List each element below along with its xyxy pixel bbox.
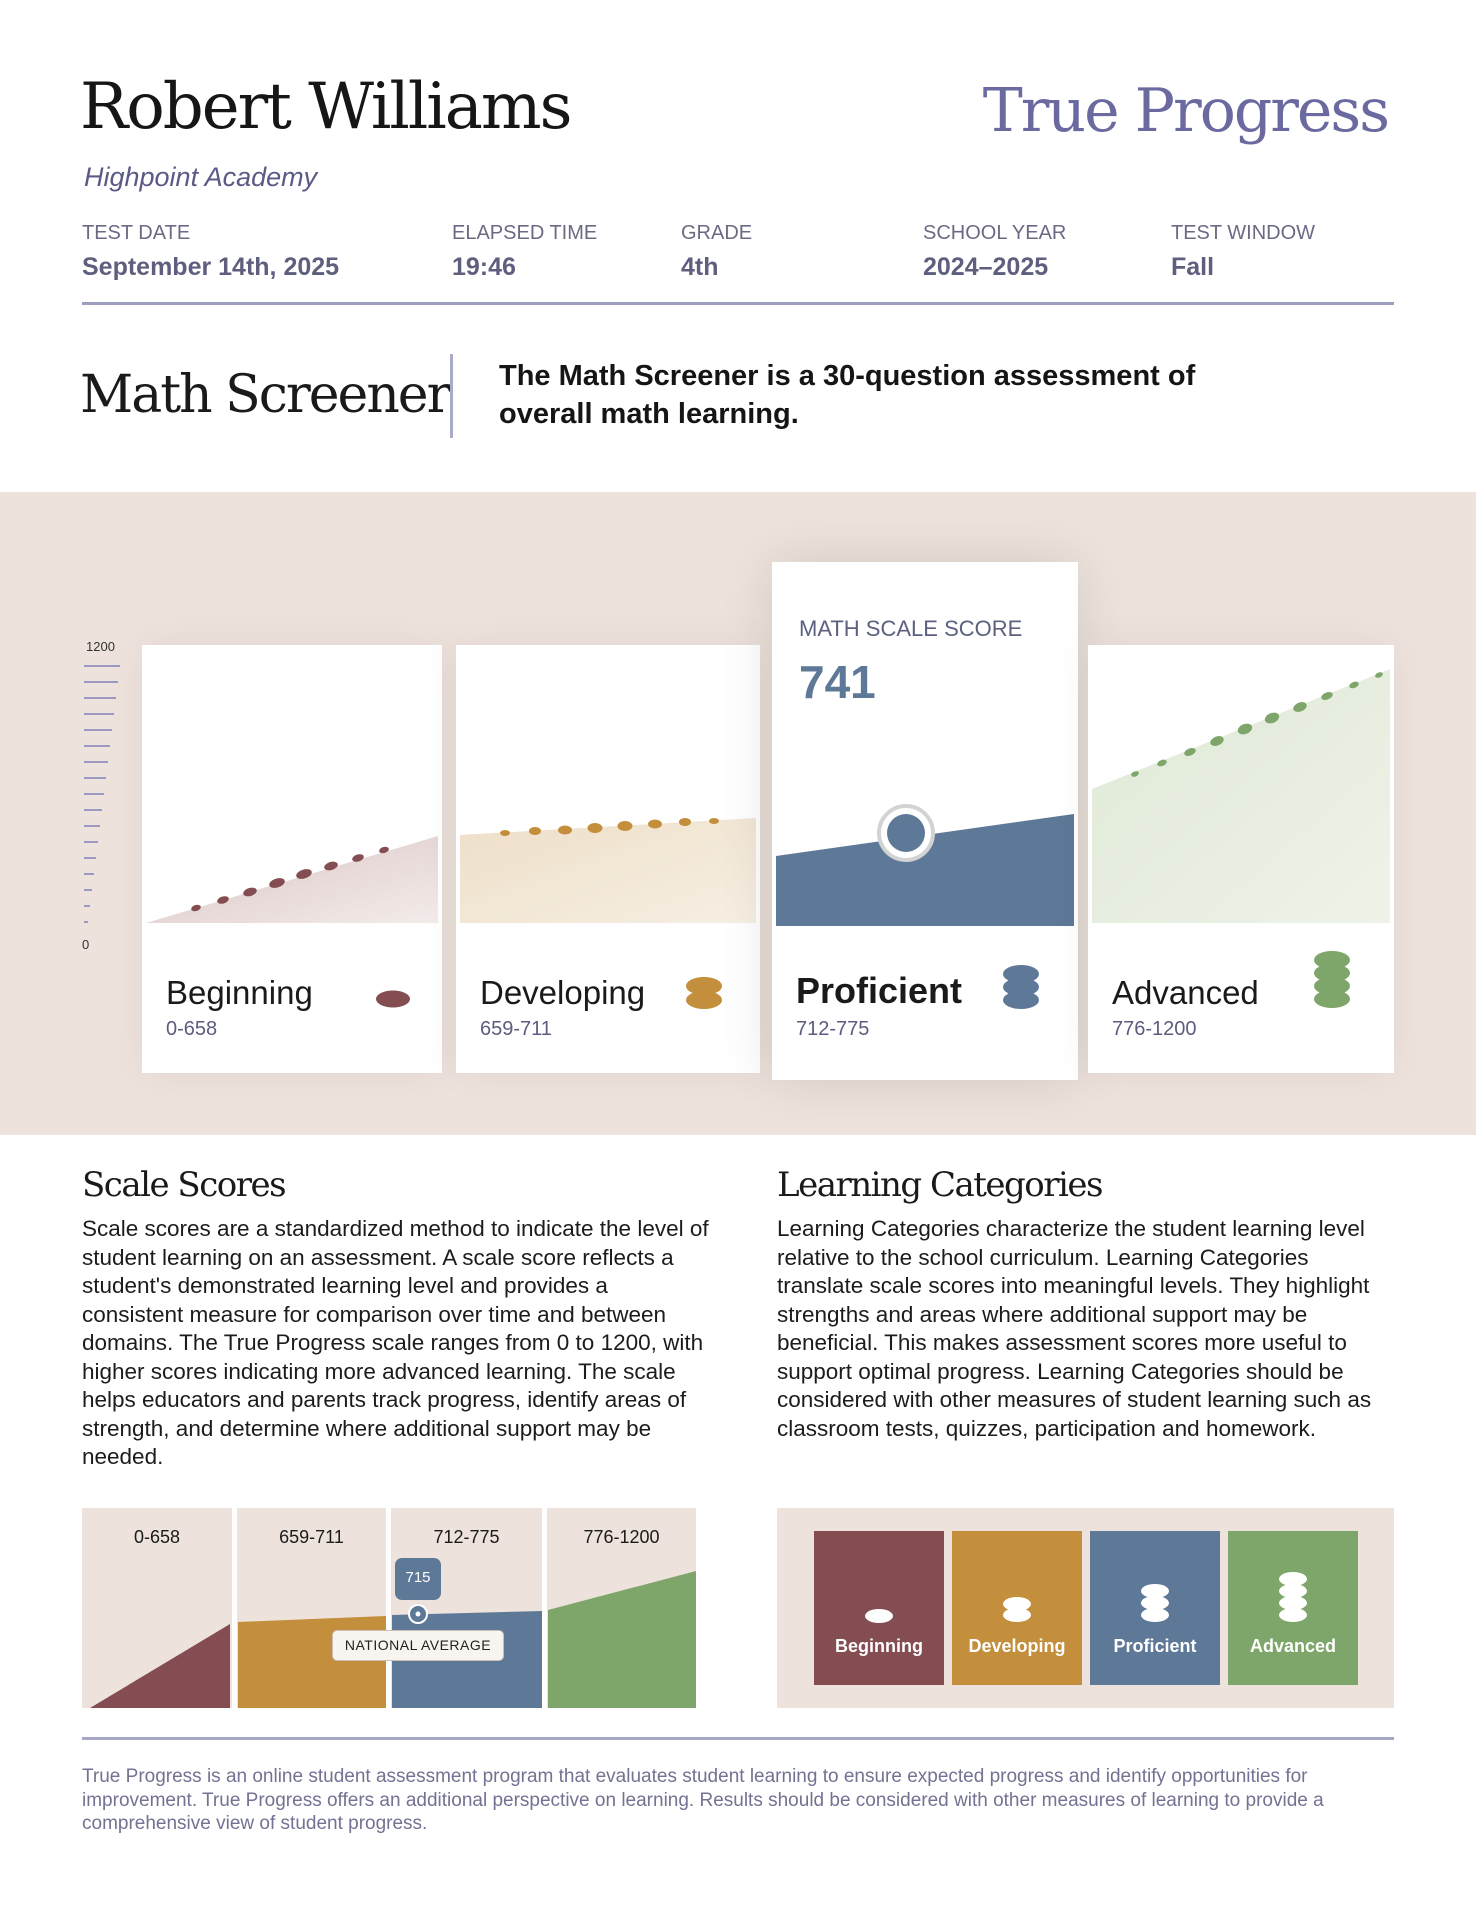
meta-value: September 14th, 2025: [82, 253, 340, 281]
learning-categories-title: Learning Categories: [777, 1165, 1102, 1205]
national-average-value: 715: [395, 1558, 441, 1600]
axis-min-label: 0: [82, 937, 90, 952]
range-label: 659-711: [279, 1527, 344, 1547]
meta-grade: [681, 222, 752, 282]
scale-score-value: 741: [799, 656, 876, 708]
meta-label: SCHOOL YEAR: [923, 222, 1067, 244]
axis-tick: [84, 825, 100, 827]
legend-label: Developing: [968, 1636, 1066, 1656]
scale-scores-title: Scale Scores: [82, 1165, 286, 1205]
proficient-chart: [776, 648, 1074, 926]
category-card-developing: [456, 645, 760, 1073]
range-label: 776-1200: [583, 1527, 660, 1547]
beginning-chart: [146, 645, 438, 923]
axis-tick: [84, 889, 92, 891]
axis-tick: [84, 857, 96, 859]
advanced-stack-icon: [1278, 1570, 1308, 1629]
axis-tick: [84, 713, 114, 715]
legend-developing: [952, 1531, 1082, 1685]
meta-test-date: [82, 222, 339, 282]
proficient-stack-icon: [1140, 1582, 1170, 1629]
range-label: 0-658: [133, 1527, 181, 1547]
axis-tick: [84, 921, 88, 923]
beginning-stack-icon: [864, 1607, 894, 1630]
meta-label: ELAPSED TIME: [452, 222, 598, 244]
axis-tick: [84, 905, 90, 907]
legend-label: Advanced: [1249, 1636, 1337, 1656]
axis-tick: [84, 809, 102, 811]
meta-label: TEST DATE: [82, 222, 191, 244]
advanced-chart: [1092, 645, 1390, 923]
legend-label: Proficient: [1113, 1636, 1197, 1656]
category-card-beginning: [142, 645, 442, 1073]
legend-proficient: [1090, 1531, 1220, 1685]
header-divider: [82, 302, 1394, 305]
category-name: Proficient: [796, 970, 963, 1011]
scale-scores-text: Scale scores are a standardized method to indicate the level of student learning on an assessment. A scale score reflects a student's demonstrated learning level and provides a consistent measure for comparison over time and between domains. The True Progress scale ranges from 0 to 1200, with higher scores indicating more advanced learning. The scale helps educators and parents track progress, identify areas of strength, and determine where additional support may be needed.: [82, 1216, 709, 1469]
scale-score-label: MATH SCALE SCORE: [799, 616, 1023, 641]
meta-value: 4th: [681, 253, 719, 281]
meta-label: TEST WINDOW: [1171, 222, 1316, 244]
footer-text: True Progress is an online student assessment program that evaluates student learning to ensure expected progress and identify opportunities for improvement. True Progress offers an additional perspective on learning. Results should be considered with other measures of learning to provide a comprehensive view of student progress.: [82, 1766, 1324, 1834]
school-name: Highpoint Academy: [84, 162, 318, 192]
developing-stack-icon: [685, 975, 723, 1016]
legend-beginning: [814, 1531, 944, 1685]
axis-tick: [84, 793, 104, 795]
footer-divider: [82, 1737, 1394, 1740]
category-name: Developing: [480, 974, 646, 1011]
axis-tick: [84, 841, 98, 843]
developing-stack-icon: [1002, 1594, 1032, 1629]
axis-tick: [84, 697, 116, 699]
category-range: 712-775: [796, 1018, 870, 1040]
category-card-advanced: [1088, 645, 1394, 1073]
category-range: 776-1200: [1112, 1018, 1197, 1040]
meta-value: 19:46: [452, 253, 516, 281]
advanced-stack-icon: [1313, 947, 1351, 1016]
range-label: 712-775: [433, 1527, 500, 1547]
axis-tick: [84, 873, 94, 875]
assessment-description: The Math Screener is a 30-question assessment of overall math learning.: [499, 360, 1196, 430]
student-name: Robert Williams: [80, 70, 571, 144]
category-range: 659-711: [480, 1018, 552, 1040]
national-average-label: NATIONAL AVERAGE: [332, 1630, 504, 1661]
meta-elapsed-time: [452, 222, 597, 282]
category-card-proficient: [772, 562, 1078, 1080]
meta-label: GRADE: [681, 222, 753, 244]
meta-value: 2024–2025: [923, 253, 1049, 281]
axis-tick: [84, 745, 110, 747]
axis-max-label: 1200: [86, 639, 115, 654]
scale-range-chart: [82, 1508, 696, 1708]
category-name: Advanced: [1112, 974, 1259, 1011]
title-divider: [450, 354, 453, 438]
beginning-stack-icon: [375, 989, 411, 1014]
proficient-stack-icon: [1002, 962, 1040, 1017]
developing-chart: [460, 645, 756, 923]
legend-advanced: [1228, 1531, 1358, 1685]
axis-tick: [84, 681, 118, 683]
category-range: 0-658: [166, 1018, 218, 1040]
axis-tick: [84, 777, 106, 779]
axis-tick: [84, 761, 108, 763]
axis-tick: [84, 729, 112, 731]
brand-logo: True Progress: [982, 76, 1388, 146]
learning-categories-text: Learning Categories characterize the student learning level relative to the school curriculum. Learning Categories translate scale scores into meaningful levels. They highlight strengths and areas where additional support may be beneficial. This makes assessment scores more useful to support optimal progress. Learning Categories should be considered with other measures of student learning such as classroom tests, quizzes, participation and homework.: [777, 1216, 1372, 1441]
meta-test-window: [1171, 222, 1315, 282]
axis-tick: [84, 665, 120, 667]
assessment-title: Math Screener: [80, 365, 450, 425]
legend-label: Beginning: [835, 1636, 923, 1656]
meta-value: Fall: [1171, 253, 1215, 281]
meta-school-year: [923, 222, 1066, 282]
category-name: Beginning: [166, 974, 313, 1011]
